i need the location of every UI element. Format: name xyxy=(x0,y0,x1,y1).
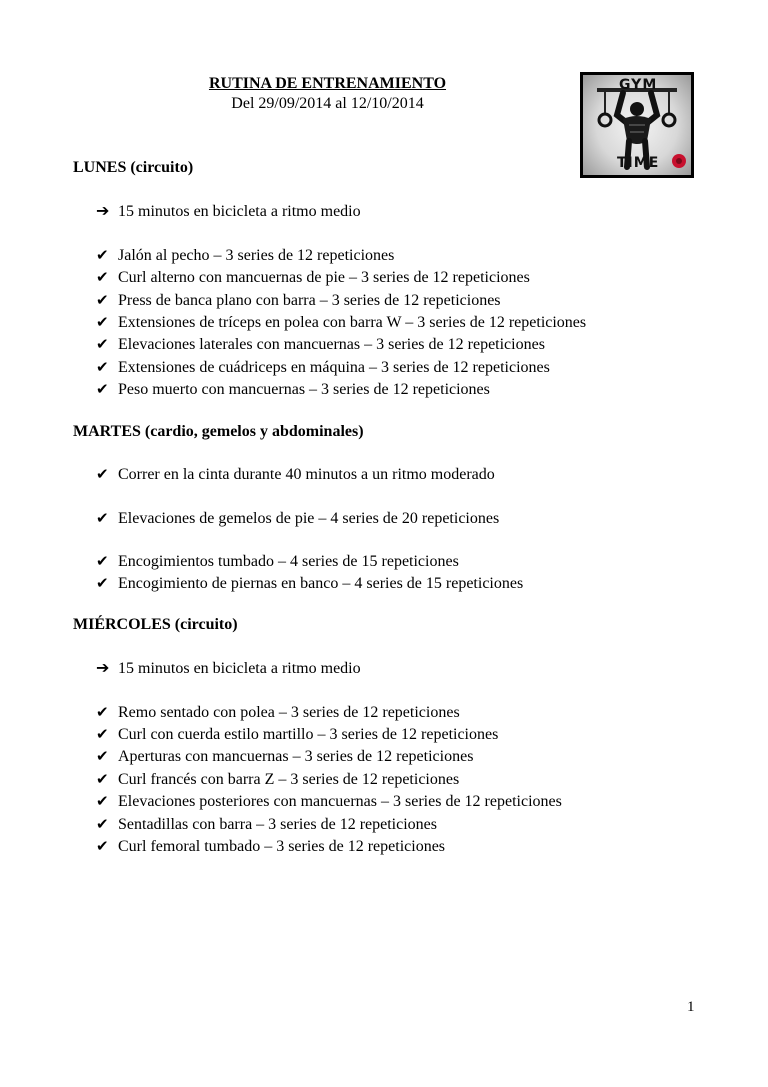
check-icon: ✔ xyxy=(96,358,109,376)
exercise-text: Encogimiento de piernas en banco – 4 series de 15 repeticiones xyxy=(118,575,524,592)
list-item xyxy=(96,508,499,529)
tuesday-heading: MARTES (cardio, gemelos y abdominales) xyxy=(73,423,364,440)
wednesday-warmup xyxy=(96,658,361,679)
exercise-text: Curl francés con barra Z – 3 series de 12 repeticiones xyxy=(118,771,460,788)
logo-top-text: GYM xyxy=(619,77,658,93)
exercise-text: Sentadillas con barra – 3 series de 12 repeticiones xyxy=(118,816,437,833)
list-item xyxy=(96,746,473,767)
exercise-text: Press de banca plano con barra – 3 series de 12 repeticiones xyxy=(118,292,501,309)
exercise-text: Curl alterno con mancuernas de pie – 3 series de 12 repeticiones xyxy=(118,269,530,286)
check-icon: ✔ xyxy=(96,335,109,353)
check-icon: ✔ xyxy=(96,268,109,286)
check-icon: ✔ xyxy=(96,837,109,855)
check-icon: ✔ xyxy=(96,747,109,765)
exercise-text: Aperturas con mancuernas – 3 series de 12 repeticiones xyxy=(118,748,474,765)
list-item xyxy=(96,379,490,400)
list-item xyxy=(96,551,459,572)
check-icon: ✔ xyxy=(96,574,109,592)
exercise-text: Elevaciones posteriores con mancuernas – 3 series de 12 repeticiones xyxy=(118,793,562,810)
exercise-text: Jalón al pecho – 3 series de 12 repeticiones xyxy=(118,247,395,264)
exercise-text: Peso muerto con mancuernas – 3 series de 12 repeticiones xyxy=(118,381,490,398)
list-item xyxy=(96,357,550,378)
check-icon: ✔ xyxy=(96,509,109,527)
exercise-text: Curl con cuerda estilo martillo – 3 series de 12 repeticiones xyxy=(118,726,499,743)
arrow-right-icon: ➔ xyxy=(96,201,110,220)
list-item xyxy=(96,290,501,311)
exercise-text: Remo sentado con polea – 3 series de 12 repeticiones xyxy=(118,704,460,721)
exercise-text: Curl femoral tumbado – 3 series de 12 repeticiones xyxy=(118,838,446,855)
list-item xyxy=(96,724,498,745)
list-item xyxy=(96,334,545,355)
monday-warmup-text: 15 minutos en bicicleta a ritmo medio xyxy=(118,203,361,220)
exercise-text: Extensiones de tríceps en polea con barra W – 3 series de 12 repeticiones xyxy=(118,314,587,331)
logo-bottom-text: TIME xyxy=(617,155,660,171)
check-icon: ✔ xyxy=(96,703,109,721)
date-range: Del 29/09/2014 al 12/10/2014 xyxy=(231,95,424,112)
list-item xyxy=(96,464,495,485)
gym-time-logo xyxy=(580,72,694,178)
list-item xyxy=(96,573,523,594)
list-item xyxy=(96,814,437,835)
arrow-right-icon: ➔ xyxy=(96,658,110,677)
list-item xyxy=(96,836,445,857)
monday-heading: LUNES (circuito) xyxy=(73,159,194,176)
monday-warmup xyxy=(96,201,361,222)
exercise-text: Encogimientos tumbado – 4 series de 15 repeticiones xyxy=(118,553,459,570)
check-icon: ✔ xyxy=(96,815,109,833)
check-icon: ✔ xyxy=(96,380,109,398)
wednesday-warmup-text: 15 minutos en bicicleta a ritmo medio xyxy=(118,660,361,677)
document-title: RUTINA DE ENTRENAMIENTO xyxy=(208,75,447,92)
check-icon: ✔ xyxy=(96,725,109,743)
check-icon: ✔ xyxy=(96,291,109,309)
exercise-text: Elevaciones de gemelos de pie – 4 series de 20 repeticiones xyxy=(118,510,500,527)
check-icon: ✔ xyxy=(96,465,109,483)
list-item xyxy=(96,791,562,812)
page-number: 1 xyxy=(687,999,695,1015)
check-icon: ✔ xyxy=(96,313,109,331)
list-item xyxy=(96,245,394,266)
check-icon: ✔ xyxy=(96,246,109,264)
exercise-text: Extensiones de cuádriceps en máquina – 3 series de 12 repeticiones xyxy=(118,359,550,376)
check-icon: ✔ xyxy=(96,792,109,810)
list-item xyxy=(96,267,530,288)
list-item xyxy=(96,312,586,333)
wednesday-heading: MIÉRCOLES (circuito) xyxy=(73,616,238,633)
exercise-text: Correr en la cinta durante 40 minutos a un ritmo moderado xyxy=(118,466,495,483)
check-icon: ✔ xyxy=(96,552,109,570)
exercise-text: Elevaciones laterales con mancuernas – 3 series de 12 repeticiones xyxy=(118,336,545,353)
check-icon: ✔ xyxy=(96,770,109,788)
document-header xyxy=(0,74,630,114)
list-item xyxy=(96,702,460,723)
list-item xyxy=(96,769,459,790)
